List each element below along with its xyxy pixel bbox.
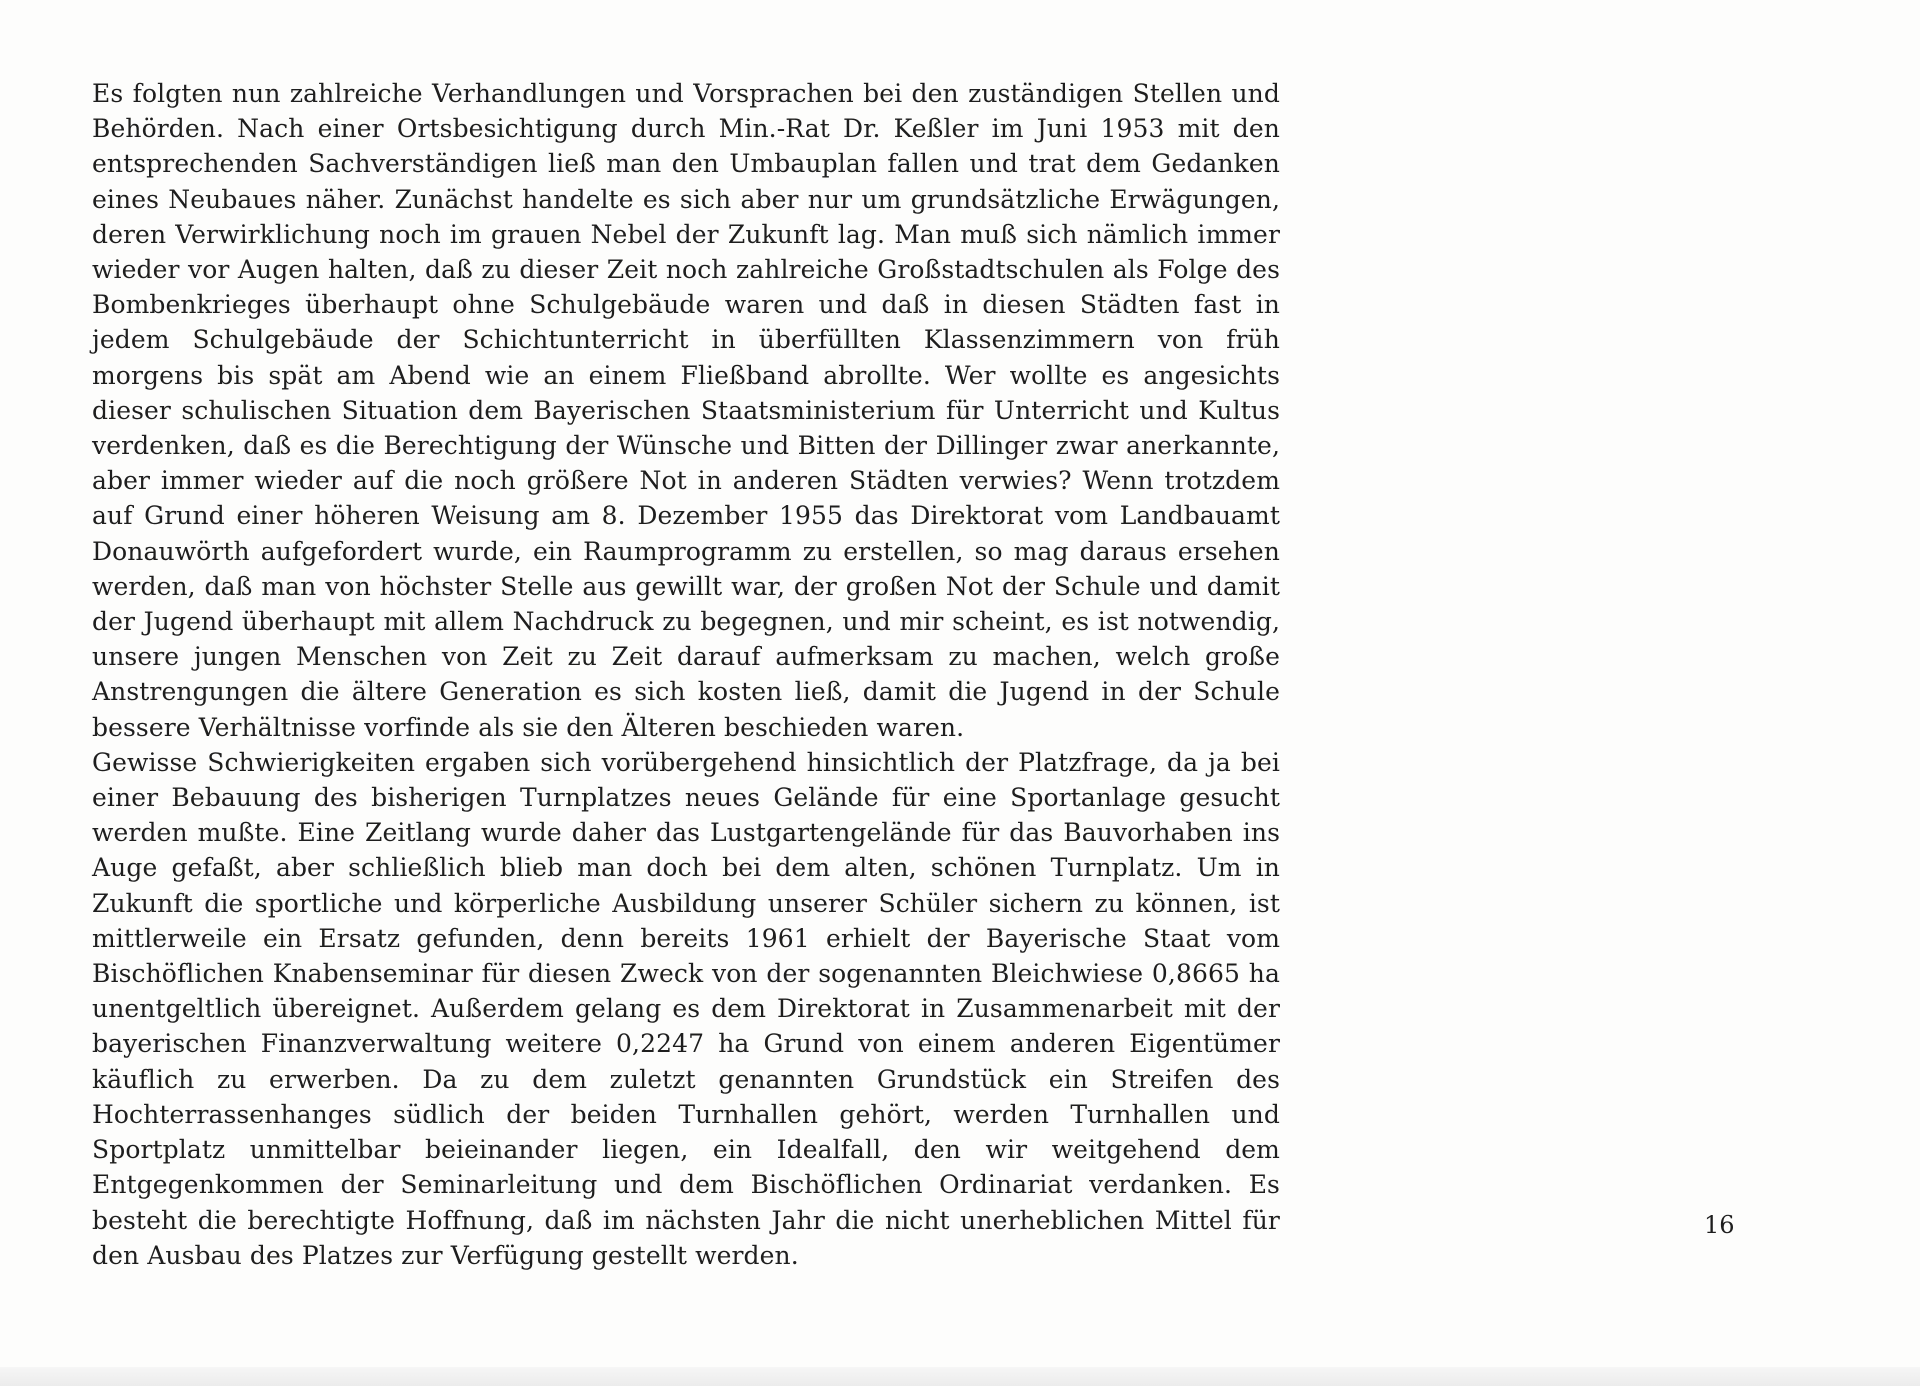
paragraph-2: Gewisse Schwierigkeiten ergaben sich vorübergehend hinsichtlich der Platzfrage, da ja bei einer Bebauung des bisherigen Turnplatzes neues Gelände für eine Sportanlage gesucht werden mußte. Eine Zeitlang wurde daher das Lustgartengelände für das Bauvorhaben ins Auge gefaßt, aber schließlich blieb man doch bei dem alten, schönen Turnplatz. Um in Zukunft die sportliche und körperliche Ausbildung unserer Schüler sichern zu können, ist mittlerweile ein Ersatz gefunden, denn bereits 1961 erhielt der Bayerische Staat vom Bischöflichen Knabenseminar für diesen Zweck von der sogenannten Bleichwiese 0,8665 ha unentgeltlich übereignet. Außerdem gelang es dem Direktorat in Zusammenarbeit mit der bayerischen Finanzverwaltung weitere 0,2247 ha Grund von einem anderen Eigentümer käuflich zu erwerben. Da zu dem zuletzt genannten Grundstück ein Streifen des Hochterrassenhanges südlich der beiden Turnhallen gehört, werden Turnhallen und Sportplatz unmittelbar beieinander liegen, ein Idealfall, den wir weitgehend dem Entgegenkommen der Seminarleitung und dem Bischöflichen Ordinariat verdanken. Es besteht die berechtigte Hoffnung, daß im nächsten Jahr die nicht unerheblichen Mittel für den Ausbau des Platzes zur Verfügung gestellt werden. [92,747,1280,1270]
page-number: 16 [1704,1211,1735,1239]
paragraph-1: Es folgten nun zahlreiche Verhandlungen und Vorsprachen bei den zuständigen Stellen und Behörden. Nach einer Ortsbesichtigung durch Min.-Rat Dr. Keßler im Juni 1953 mit den entsprechenden Sachverständigen ließ man den Umbauplan fallen und trat dem Gedanken eines Neubaues näher. Zunächst handelte es sich aber nur um grundsätzliche Erwägungen, deren Verwirklichung noch im grauen Nebel der Zukunft lag. Man muß sich nämlich immer wieder vor Augen halten, daß zu dieser Zeit noch zahlreiche Großstadtschulen als Folge des Bombenkrieges überhaupt ohne Schulgebäude waren und daß in diesen Städten fast in jedem Schulgebäude der Schichtunterricht in überfüllten Klassenzimmern von früh morgens bis spät am Abend wie an einem Fließband abrollte. Wer wollte es angesichts dieser schulischen Situation dem Bayerischen Staatsministerium für Unterricht und Kultus verdenken, daß es die Berechtigung der Wünsche und Bitten der Dillinger zwar anerkannte, aber immer wieder auf die noch größere Not in anderen Städten verwies? Wenn trotzdem auf Grund einer höheren Weisung am 8. Dezember 1955 das Direktorat vom Landbauamt Donauwörth aufgefordert wurde, ein Raumprogramm zu erstellen, so mag daraus ersehen werden, daß man von höchster Stelle aus gewillt war, der großen Not der Schule und damit der Jugend überhaupt mit allem Nachdruck zu begegnen, und mir scheint, es ist notwendig, unsere jungen Menschen von Zeit zu Zeit darauf aufmerksam zu machen, welch große Anstrengungen die ältere Generation es sich kosten ließ, damit die Jugend in der Schule bessere Verhältnisse vorfinde als sie den Älteren beschieden waren. [92,79,1280,742]
body-text [92,76,1280,1273]
page-bottom-edge [0,1367,1920,1386]
